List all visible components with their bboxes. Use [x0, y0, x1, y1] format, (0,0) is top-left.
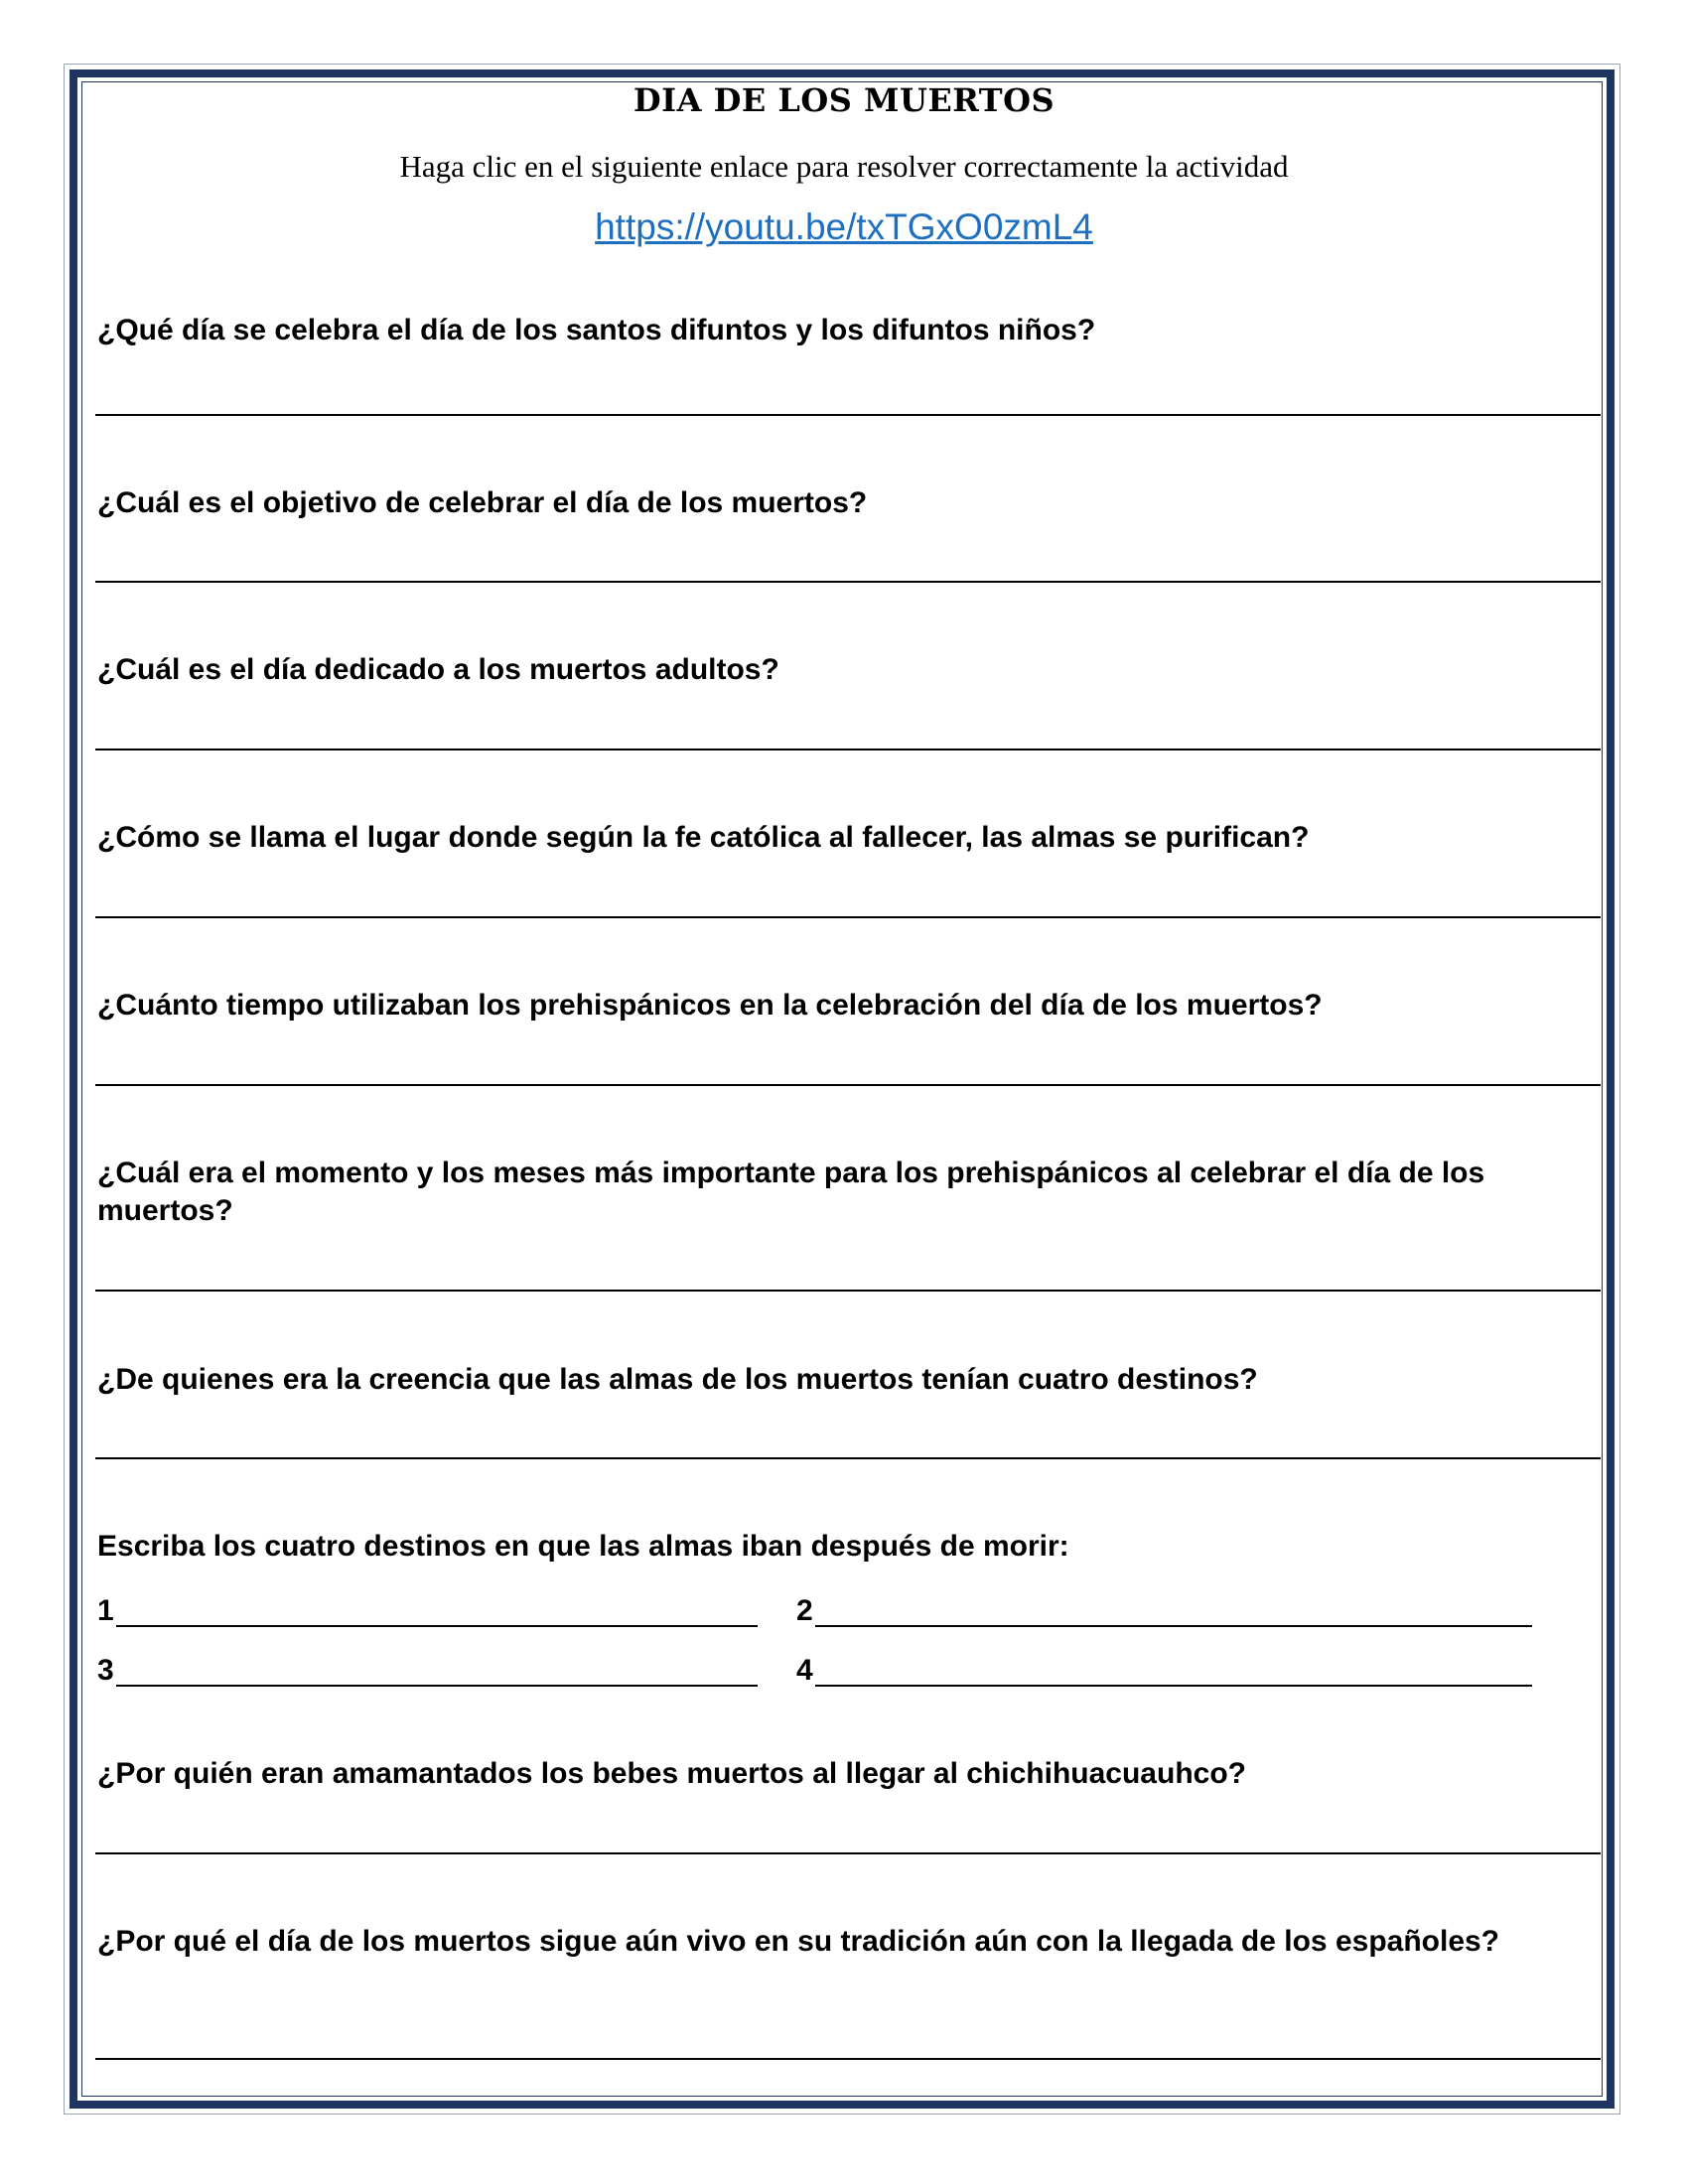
destination-line-2[interactable]	[815, 1625, 1532, 1627]
answer-line-7[interactable]	[95, 1457, 1601, 1459]
page-inner-border	[81, 81, 1603, 2097]
answer-line-2[interactable]	[95, 581, 1601, 583]
video-link[interactable]: https://youtu.be/txTGxO0zmL4	[595, 206, 1093, 247]
question-1: ¿Qué día se celebra el día de los santos difuntos y los difuntos niños?	[97, 314, 1096, 346]
answer-line-9[interactable]	[95, 2058, 1601, 2060]
answer-line-1[interactable]	[95, 414, 1601, 416]
destination-number-3: 3	[97, 1654, 114, 1687]
question-6: ¿Cuál era el momento y los meses más importante para los prehispánicos al celebrar el día de los muertos?	[97, 1157, 1485, 1227]
question-2: ¿Cuál es el objetivo de celebrar el día de los muertos?	[97, 486, 868, 519]
answer-line-6[interactable]	[95, 1290, 1601, 1292]
destination-line-3[interactable]	[116, 1685, 758, 1687]
destination-number-4: 4	[796, 1654, 813, 1687]
question-5: ¿Cuánto tiempo utilizaban los prehispánicos en la celebración del día de los muertos?	[97, 989, 1323, 1022]
question-8: ¿Por quién eran amamantados los bebes muertos al llegar al chichihuacuauhco?	[97, 1757, 1246, 1790]
destination-line-4[interactable]	[815, 1685, 1532, 1687]
answer-line-5[interactable]	[95, 1084, 1601, 1086]
question-7: ¿De quienes era la creencia que las almas de los muertos tenían cuatro destinos?	[97, 1363, 1258, 1396]
destinations-prompt: Escriba los cuatro destinos en que las almas iban después de morir:	[97, 1530, 1069, 1563]
answer-line-8[interactable]	[95, 1852, 1601, 1854]
question-3: ¿Cuál es el día dedicado a los muertos adultos?	[97, 653, 779, 686]
question-4: ¿Cómo se llama el lugar donde según la fe católica al fallecer, las almas se purifican?	[97, 821, 1310, 854]
answer-line-3[interactable]	[95, 749, 1601, 751]
answer-line-4[interactable]	[95, 916, 1601, 918]
question-9: ¿Por qué el día de los muertos sigue aún vivo en su tradición aún con la llegada de los españoles?	[97, 1925, 1500, 1958]
worksheet-title: DIA DE LOS MUERTOS	[633, 81, 1055, 119]
instruction-text: Haga clic en el siguiente enlace para resolver correctamente la actividad	[399, 149, 1289, 184]
destination-number-2: 2	[796, 1594, 813, 1627]
destination-number-1: 1	[97, 1594, 114, 1627]
destination-line-1[interactable]	[116, 1625, 758, 1627]
